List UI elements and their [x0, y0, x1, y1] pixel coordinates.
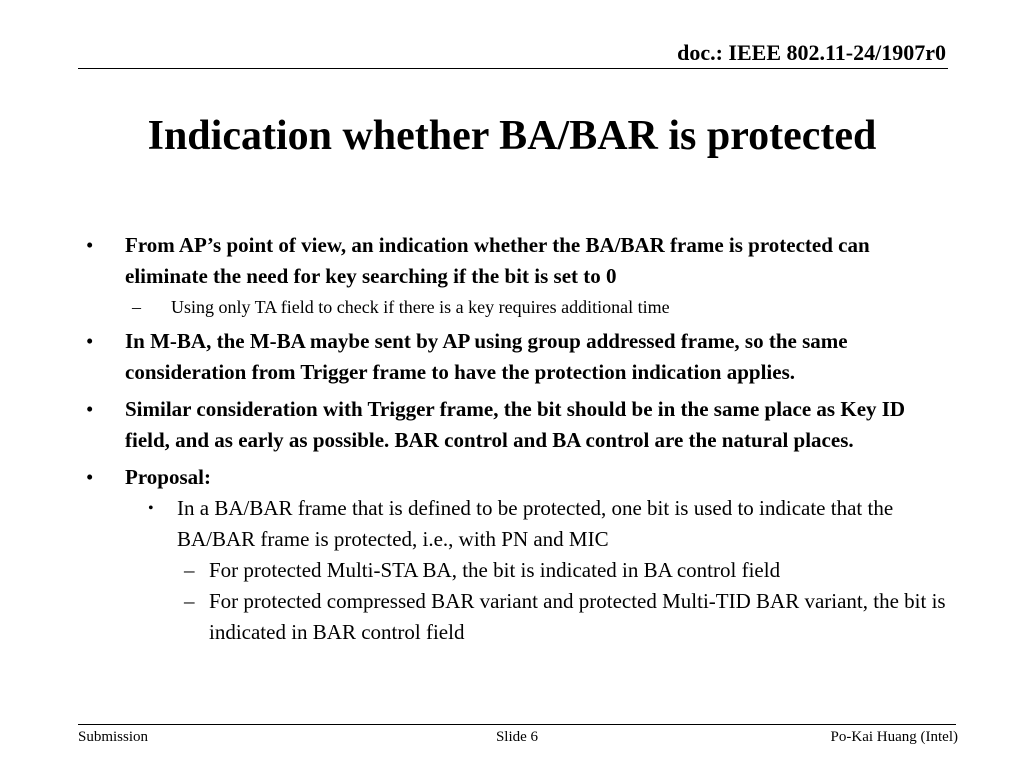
proposal-sub-text: For protected compressed BAR variant and protected Multi-TID BAR variant, the bit is indicated in BAR control field — [209, 589, 946, 644]
bullet-text: Similar consideration with Trigger frame, the bit should be in the same place as Key ID field, and as early as possible. BAR control and BA control are the natural places. — [125, 397, 906, 452]
bullet-similar-consideration — [80, 394, 950, 456]
document-id: doc.: IEEE 802.11-24/1907r0 — [677, 40, 946, 65]
bullet-marker: • — [86, 233, 94, 257]
slide-title: Indication whether BA/BAR is protected — [147, 113, 877, 159]
proposal-sub-text: For protected Multi-STA BA, the bit is indicated in BA control field — [209, 558, 781, 582]
proposal-text: In a BA/BAR frame that is defined to be protected, one bit is used to indicate that the BA/BAR frame is protected, i.e., with PN and MIC — [177, 496, 894, 551]
proposal-sub-item-bar-variant — [80, 586, 950, 648]
bullet-text: Proposal: — [125, 465, 211, 489]
slide-body — [80, 230, 950, 648]
sub-bullet-ta-field — [80, 294, 950, 320]
bullet-ap-point-of-view — [80, 230, 950, 292]
bullet-marker: • — [148, 500, 154, 517]
bullet-marker: • — [86, 465, 94, 489]
footer-submission: Submission — [78, 729, 149, 745]
proposal-item — [80, 493, 950, 555]
bullet-text: From AP’s point of view, an indication whether the BA/BAR frame is protected can eliminate the need for key searching if the bit is set to 0 — [125, 233, 870, 288]
dash-marker: – — [184, 589, 195, 613]
bullet-marker: • — [86, 397, 94, 421]
dash-marker: – — [184, 558, 195, 582]
sub-bullet-text: Using only TA field to check if there is a key requires additional time — [171, 297, 670, 317]
footer-slide-number: Slide 6 — [495, 729, 539, 745]
header-divider — [78, 68, 948, 69]
dash-marker: – — [132, 297, 141, 317]
bullet-text: In M-BA, the M-BA maybe sent by AP using group addressed frame, so the same consideration from Trigger frame to have the protection indication applies. — [125, 329, 848, 384]
proposal-sub-item-multi-sta-ba — [80, 555, 950, 586]
bullet-proposal — [80, 462, 950, 493]
footer-author: Po-Kai Huang (Intel) — [830, 729, 958, 745]
bullet-marker: • — [86, 329, 94, 353]
footer-divider — [78, 724, 956, 725]
bullet-m-ba — [80, 326, 950, 388]
